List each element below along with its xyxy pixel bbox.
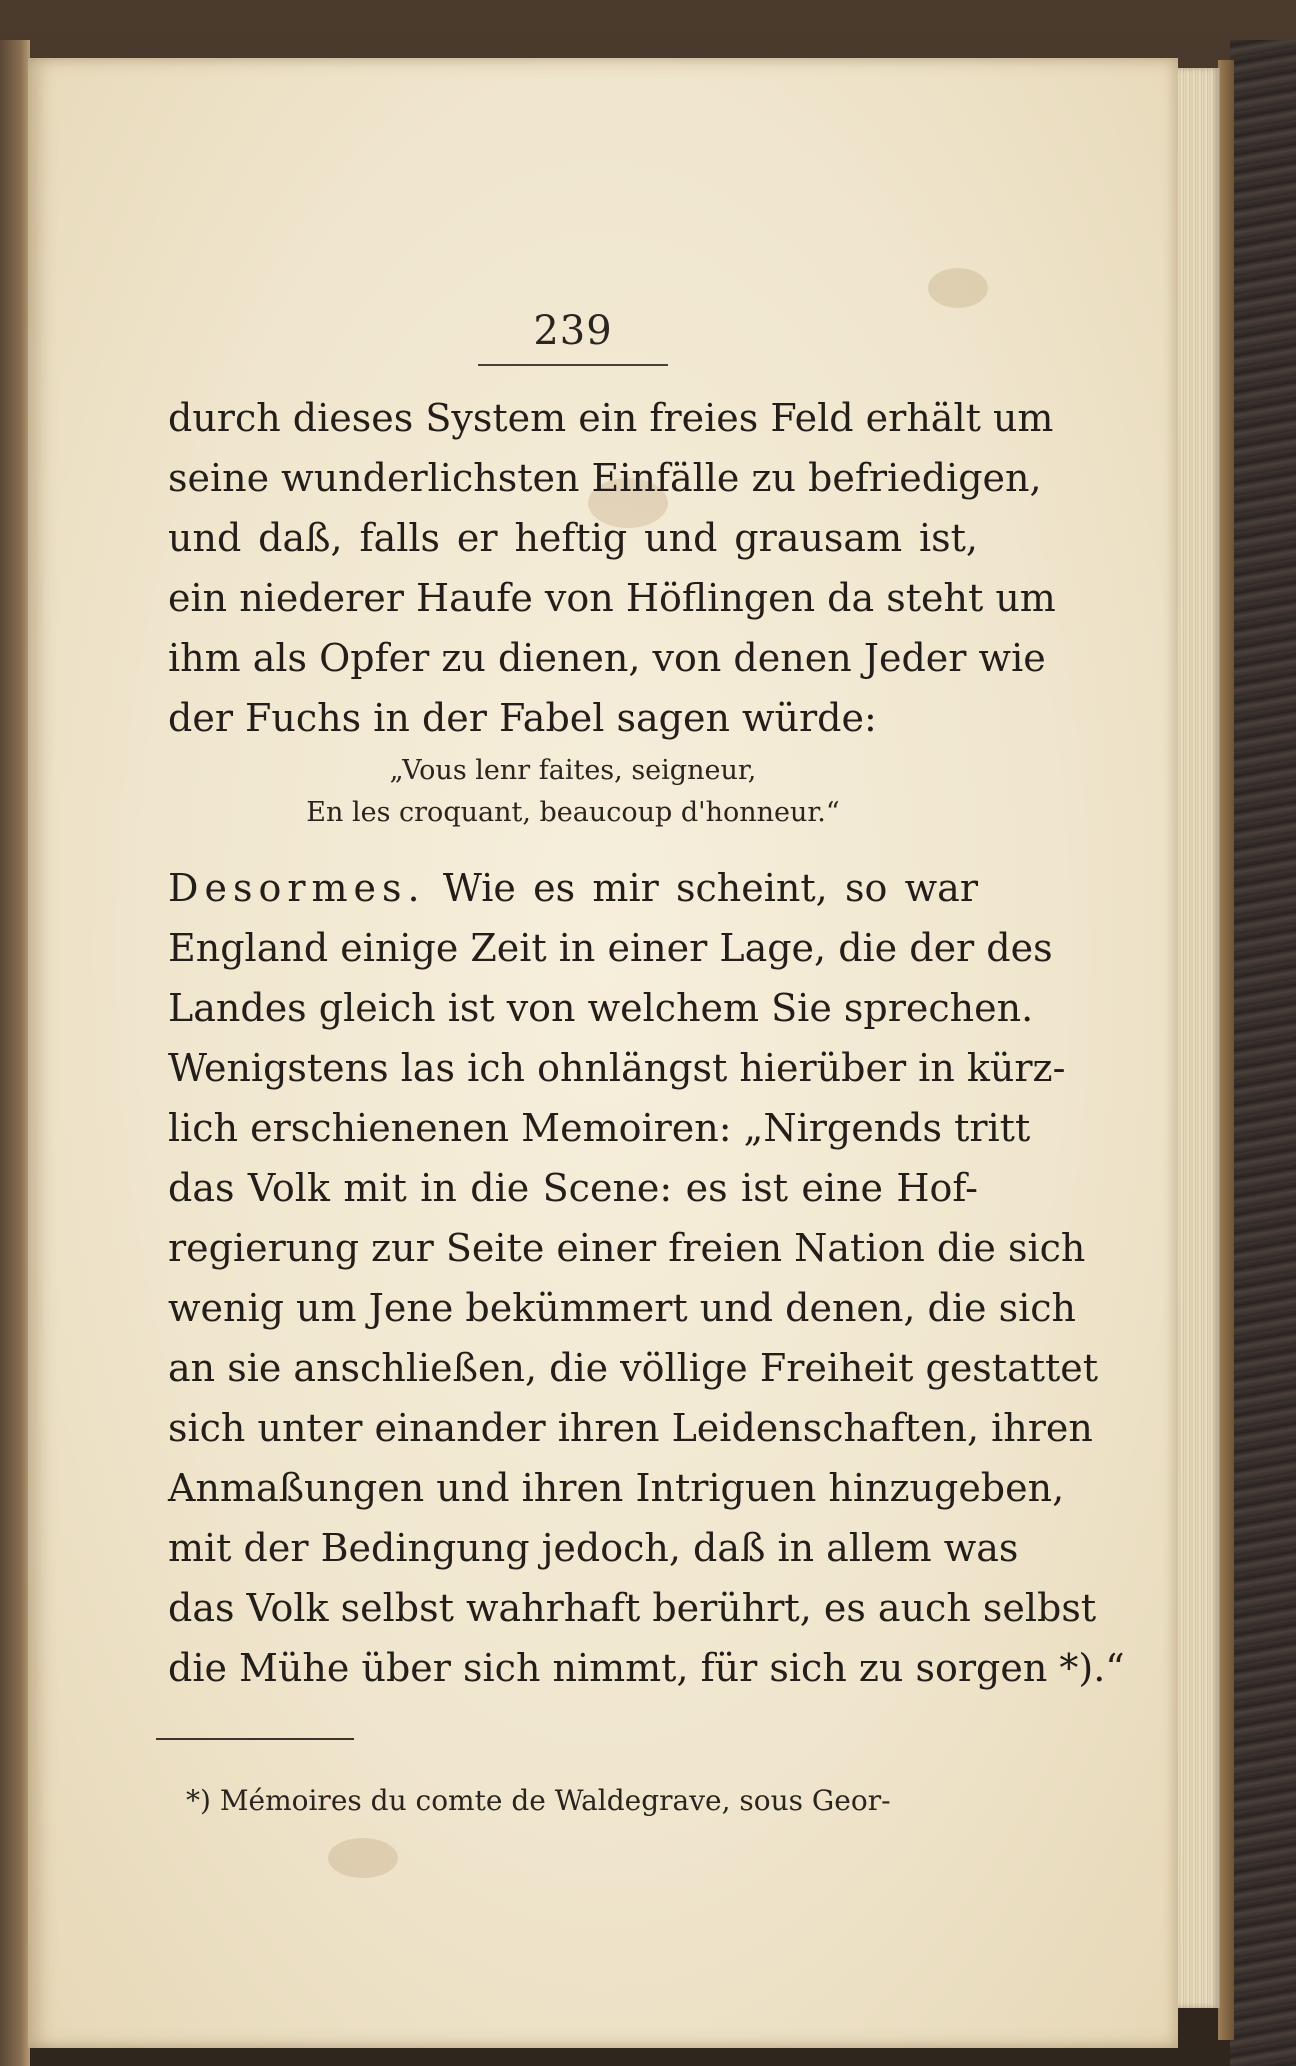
- speaker-name: Desormes.: [168, 866, 426, 910]
- book-page: [28, 58, 1178, 2048]
- text-line: mit der Bedingung jedoch, daß in allem was: [168, 1526, 1019, 1570]
- left-binding-board: [0, 40, 30, 2066]
- paragraph-2: [168, 858, 1125, 1698]
- text-line: Wenigstens las ich ohnlängst hierüber in kürz-: [168, 1046, 1066, 1090]
- text-line: und daß, falls er heftig und grausam ist,: [168, 516, 978, 560]
- text-line: der Fuchs in der Fabel sagen würde:: [168, 696, 877, 740]
- text-line: ein niederer Haufe von Höflingen da steht um: [168, 576, 1056, 620]
- text-line: regierung zur Seite einer freien Nation die sich: [168, 1226, 1086, 1270]
- text-line: das Volk selbst wahrhaft berührt, es auch selbst: [168, 1586, 1097, 1630]
- right-cover-board: [1230, 40, 1296, 2066]
- foxing-stain: [928, 268, 988, 308]
- verse-line: En les croquant, beaucoup d'honneur.“: [306, 797, 840, 828]
- footnote-rule: [156, 1738, 354, 1740]
- speaker-line-text: Wie es mir scheint, so war: [442, 866, 978, 910]
- foxing-stain: [328, 1838, 398, 1878]
- footnote: *) Mémoires du comte de Waldegrave, sous Geor-: [186, 1784, 891, 1817]
- text-line: das Volk mit in die Scene: es ist eine Hof-: [168, 1166, 978, 1210]
- text-line: seine wunderlichsten Einfälle zu befriedigen,: [168, 456, 1042, 500]
- paragraph-1: [168, 388, 1056, 748]
- text-line: sich unter einander ihren Leidenschaften, ihren: [168, 1406, 1093, 1450]
- text-line: die Mühe über sich nimmt, für sich zu sorgen *).“: [168, 1646, 1125, 1690]
- text-line: an sie anschließen, die völlige Freiheit gestattet: [168, 1346, 1099, 1390]
- cover-leather-edge: [1218, 60, 1234, 2040]
- header-rule: [478, 364, 668, 366]
- verse-quote: [168, 750, 978, 834]
- text-line: durch dieses System ein freies Feld erhält um: [168, 396, 1054, 440]
- verse-line: „Vous lenr faites, seigneur,: [389, 755, 757, 786]
- page-number: 239: [533, 308, 613, 354]
- text-line: Anmaßungen und ihren Intriguen hinzugeben,: [168, 1466, 1065, 1510]
- text-line: ihm als Opfer zu dienen, von denen Jeder wie: [168, 636, 1046, 680]
- text-line: lich erschienenen Memoiren: „Nirgends tritt: [168, 1106, 1031, 1150]
- text-line-speaker: [168, 858, 978, 918]
- text-line: wenig um Jene bekümmert und denen, die sich: [168, 1286, 1076, 1330]
- text-line: England einige Zeit in einer Lage, die der des: [168, 926, 1053, 970]
- text-line: Landes gleich ist von welchem Sie sprechen.: [168, 986, 1034, 1030]
